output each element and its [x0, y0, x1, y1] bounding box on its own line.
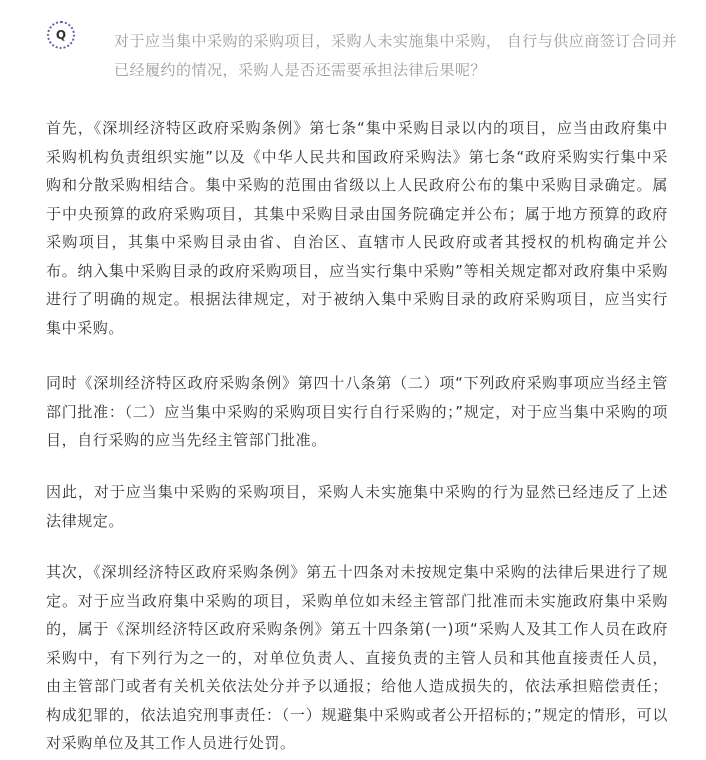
answer-paragraph-3: 因此，对于应当集中采购的采购项目，采购人未实施集中采购的行为显然已经违反了上述法律规定。 [46, 483, 668, 530]
answer-paragraph-1: 首先，《深圳经济特区政府采购条例》第七条“集中采购目录以内的项目，应当由政府集中采购机构负责组织实施”以及《中华人民共和国政府采购法》第七条“政府采购实行集中采购和分散采购相结合。集中采购的范围由省级以上人民政府公布的集中采购目录确定。属于中央预算的政府采购项目，其集中采购目录由国务院确定并公布；属于地方预算的政府采购项目，其集中采购目录由省、自治区、直辖市人民政府或者其授权的机构确定并公布。纳入集中采购目录的政府采购项目，应当实行集中采购”等相关规定都对政府集中采购进行了明确的规定。根据法律规定，对于被纳入集中采购目录的政府采购项目，应当实行集中采购。 [46, 119, 668, 337]
answer-paragraph-2: 同时《深圳经济特区政府采购条例》第四十八条第（二）项“下列政府采购事项应当经主管部门批准：（二）应当集中采购的采购项目实行自行采购的；”规定，对于应当集中采购的项目，自行采购的应当先经主管部门批准。 [46, 374, 668, 449]
question-badge-label: Q [55, 28, 67, 42]
question-block [0, 0, 706, 100]
question-text: 对于应当集中采购的采购项目，采购人未实施集中采购， 自行与供应商签订合同并已经履约的情况，采购人是否还需要承担法律后果呢？ [114, 32, 678, 79]
answer-paragraph-4: 其次，《深圳经济特区政府采购条例》第五十四条对未按规定集中采购的法律后果进行了规定。对于应当政府集中采购的项目，采购单位如未经主管部门批准而未实施政府集中采购的，属于《深圳经济特区政府采购条例》第五十四条第(一)项“采购人及其工作人员在政府采购中，有下列行为之一的，对单位负责人、直接负责的主管人员和其他直接责任人员，由主管部门或者有关机关依法处分并予以通报；给他人造成损失的，依法承担赔偿责任；构成犯罪的，依法追究刑事责任：（一）规避集中采购或者公开招标的；”规定的情形，可以对采购单位及其工作人员进行处罚。 [46, 563, 668, 752]
question-badge-icon [47, 21, 75, 49]
